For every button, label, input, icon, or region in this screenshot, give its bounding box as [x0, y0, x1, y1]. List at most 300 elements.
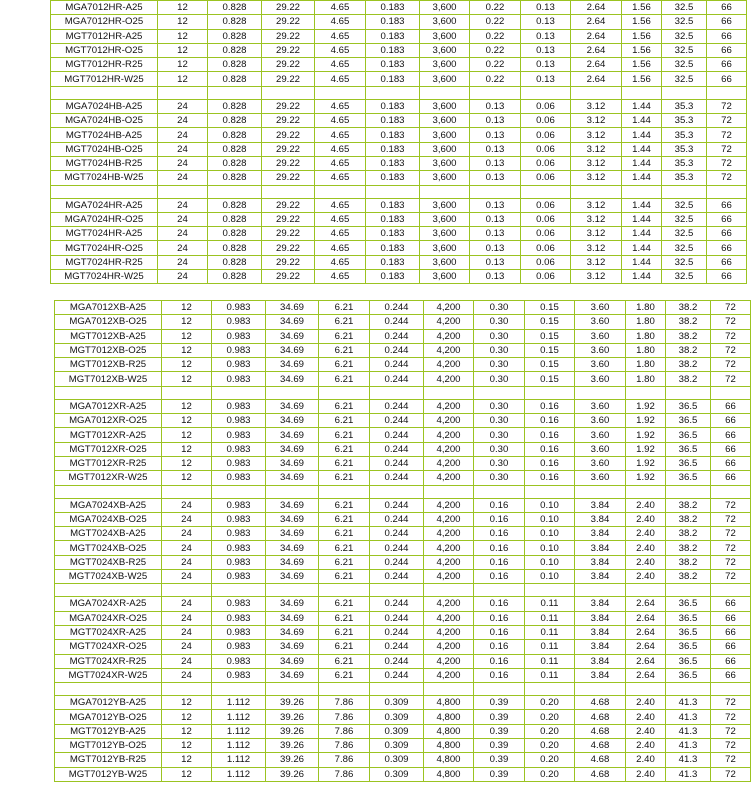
- model-number-cell: MGT7012HR-A25: [51, 29, 158, 43]
- spec-value-cell: 0.30: [474, 414, 525, 428]
- spec-value-cell: 1.44: [622, 212, 662, 226]
- spacer-cell: [575, 584, 626, 597]
- spec-value-cell: 4.68: [575, 696, 626, 710]
- table-row: [55, 442, 751, 456]
- spec-value-cell: 36.5: [666, 654, 711, 668]
- spec-value-cell: 4,200: [424, 654, 474, 668]
- spec-value-cell: 12: [158, 43, 208, 57]
- spec-value-cell: 6.21: [319, 399, 370, 413]
- spec-value-cell: 4,200: [424, 414, 474, 428]
- spec-value-cell: 6.21: [319, 512, 370, 526]
- spec-value-cell: 0.983: [212, 654, 266, 668]
- spacer-cell: [55, 683, 162, 696]
- model-number-cell: MGA7024XR-O25: [55, 611, 162, 625]
- table-row: [51, 128, 747, 142]
- spec-value-cell: 6.21: [319, 329, 370, 343]
- spec-value-cell: 29.22: [262, 241, 315, 255]
- spec-value-cell: 4,200: [424, 640, 474, 654]
- spec-value-cell: 29.22: [262, 156, 315, 170]
- spec-value-cell: 0.828: [208, 171, 262, 185]
- spec-value-cell: 36.5: [666, 456, 711, 470]
- spec-value-cell: 29.22: [262, 114, 315, 128]
- spacer-cell: [366, 185, 420, 198]
- spec-value-cell: 0.30: [474, 358, 525, 372]
- table-row: [55, 724, 751, 738]
- spec-value-cell: 39.26: [266, 767, 319, 781]
- spec-value-cell: 38.2: [666, 358, 711, 372]
- model-number-cell: MGT7012HR-R25: [51, 58, 158, 72]
- spec-value-cell: 32.5: [662, 58, 707, 72]
- spec-value-cell: 38.2: [666, 527, 711, 541]
- spec-value-cell: 66: [711, 428, 751, 442]
- table-row: [55, 668, 751, 682]
- model-number-cell: MGA7012XR-A25: [55, 399, 162, 413]
- spec-value-cell: 36.5: [666, 625, 711, 639]
- spec-value-cell: 1.112: [212, 696, 266, 710]
- spec-value-cell: 39.26: [266, 739, 319, 753]
- spec-value-cell: 4.68: [575, 767, 626, 781]
- spec-value-cell: 1.56: [622, 43, 662, 57]
- spec-value-cell: 1.44: [622, 227, 662, 241]
- spec-value-cell: 4,200: [424, 512, 474, 526]
- spec-value-cell: 0.983: [212, 570, 266, 584]
- spec-value-cell: 0.983: [212, 625, 266, 639]
- table-row: [51, 72, 747, 86]
- spec-value-cell: 2.64: [571, 15, 622, 29]
- spec-value-cell: 0.13: [521, 43, 571, 57]
- spec-value-cell: 1.44: [622, 114, 662, 128]
- table-row: [55, 498, 751, 512]
- spec-value-cell: 24: [162, 654, 212, 668]
- spec-value-cell: 3.84: [575, 668, 626, 682]
- spec-value-cell: 0.244: [370, 343, 424, 357]
- spec-value-cell: 0.244: [370, 301, 424, 315]
- spec-value-cell: 32.5: [662, 43, 707, 57]
- spec-value-cell: 0.309: [370, 753, 424, 767]
- spec-value-cell: 0.06: [521, 227, 571, 241]
- spec-value-cell: 2.40: [626, 739, 666, 753]
- spacer-cell: [474, 683, 525, 696]
- spec-value-cell: 4,200: [424, 570, 474, 584]
- spec-value-cell: 0.20: [525, 696, 575, 710]
- model-number-cell: MGT7024HB-R25: [51, 156, 158, 170]
- spec-value-cell: 32.5: [662, 72, 707, 86]
- table-row: [55, 456, 751, 470]
- spec-value-cell: 66: [707, 198, 747, 212]
- table-row: [51, 156, 747, 170]
- spacer-cell: [575, 485, 626, 498]
- spec-value-cell: 6.21: [319, 654, 370, 668]
- spec-value-cell: 3,600: [420, 255, 470, 269]
- table-row: [55, 512, 751, 526]
- spec-value-cell: 32.5: [662, 1, 707, 15]
- spec-value-cell: 4,200: [424, 399, 474, 413]
- spec-value-cell: 66: [707, 15, 747, 29]
- spec-value-cell: 35.3: [662, 171, 707, 185]
- table-row: [55, 471, 751, 485]
- spacer-cell: [51, 185, 158, 198]
- spec-value-cell: 7.86: [319, 724, 370, 738]
- spec-value-cell: 0.183: [366, 1, 420, 15]
- spec-value-cell: 3.84: [575, 498, 626, 512]
- spacer-cell: [626, 683, 666, 696]
- spacer-cell: [666, 584, 711, 597]
- spacer-cell: [424, 386, 474, 399]
- model-number-cell: MGT7012XB-W25: [55, 372, 162, 386]
- spec-value-cell: 0.06: [521, 198, 571, 212]
- spec-value-cell: 6.21: [319, 358, 370, 372]
- spec-value-cell: 0.244: [370, 625, 424, 639]
- spec-value-cell: 3.84: [575, 555, 626, 569]
- spec-value-cell: 7.86: [319, 753, 370, 767]
- spacer-cell: [420, 86, 470, 99]
- model-number-cell: MGT7024HR-O25: [51, 241, 158, 255]
- spec-value-cell: 34.69: [266, 512, 319, 526]
- spec-value-cell: 0.183: [366, 171, 420, 185]
- spec-value-cell: 4,200: [424, 428, 474, 442]
- spec-value-cell: 0.39: [474, 767, 525, 781]
- spec-value-cell: 24: [158, 142, 208, 156]
- spec-value-cell: 0.983: [212, 527, 266, 541]
- spec-table-block-b: [54, 300, 751, 782]
- spec-value-cell: 24: [158, 171, 208, 185]
- spec-value-cell: 0.828: [208, 198, 262, 212]
- spec-value-cell: 0.828: [208, 58, 262, 72]
- table-row: [55, 372, 751, 386]
- spec-value-cell: 0.244: [370, 611, 424, 625]
- spec-value-cell: 0.983: [212, 315, 266, 329]
- spec-value-cell: 0.983: [212, 541, 266, 555]
- table-row: [55, 625, 751, 639]
- spec-value-cell: 0.983: [212, 668, 266, 682]
- spec-value-cell: 4.65: [315, 72, 366, 86]
- spec-value-cell: 0.244: [370, 527, 424, 541]
- spec-value-cell: 0.828: [208, 227, 262, 241]
- spec-value-cell: 3,600: [420, 29, 470, 43]
- spec-value-cell: 7.86: [319, 767, 370, 781]
- table-row: [55, 570, 751, 584]
- table-row: [55, 329, 751, 343]
- model-number-cell: MGT7024XB-R25: [55, 555, 162, 569]
- spec-value-cell: 0.39: [474, 696, 525, 710]
- spec-value-cell: 2.40: [626, 527, 666, 541]
- model-number-cell: MGA7024HB-O25: [51, 114, 158, 128]
- spec-value-cell: 0.183: [366, 114, 420, 128]
- spec-value-cell: 4.65: [315, 270, 366, 284]
- spacer-cell: [525, 386, 575, 399]
- spec-value-cell: 0.828: [208, 255, 262, 269]
- spec-value-cell: 4.68: [575, 753, 626, 767]
- spec-value-cell: 72: [711, 724, 751, 738]
- spec-value-cell: 0.183: [366, 29, 420, 43]
- spec-value-cell: 6.21: [319, 570, 370, 584]
- spec-value-cell: 1.56: [622, 72, 662, 86]
- spec-value-cell: 29.22: [262, 198, 315, 212]
- spec-value-cell: 0.244: [370, 640, 424, 654]
- spec-value-cell: 0.183: [366, 43, 420, 57]
- spec-value-cell: 4.65: [315, 43, 366, 57]
- spec-value-cell: 34.69: [266, 343, 319, 357]
- spec-value-cell: 4,200: [424, 456, 474, 470]
- spec-value-cell: 66: [707, 1, 747, 15]
- spec-value-cell: 3.60: [575, 428, 626, 442]
- spec-value-cell: 66: [711, 442, 751, 456]
- spec-table-upper: [50, 0, 747, 284]
- spec-value-cell: 3.12: [571, 241, 622, 255]
- spec-value-cell: 24: [158, 227, 208, 241]
- spec-value-cell: 0.06: [521, 171, 571, 185]
- spec-value-cell: 0.244: [370, 541, 424, 555]
- model-number-cell: MGT7024XR-A25: [55, 625, 162, 639]
- spec-value-cell: 29.22: [262, 270, 315, 284]
- table-row: [51, 114, 747, 128]
- spec-value-cell: 6.21: [319, 428, 370, 442]
- spacer-cell: [666, 485, 711, 498]
- spacer-cell: [315, 185, 366, 198]
- spec-value-cell: 24: [158, 128, 208, 142]
- spec-value-cell: 6.21: [319, 343, 370, 357]
- model-number-cell: MGT7024XB-A25: [55, 527, 162, 541]
- spacer-cell: [622, 86, 662, 99]
- spec-value-cell: 24: [162, 527, 212, 541]
- spec-value-cell: 29.22: [262, 142, 315, 156]
- spacer-cell: [626, 584, 666, 597]
- spec-value-cell: 29.22: [262, 255, 315, 269]
- spec-value-cell: 0.20: [525, 753, 575, 767]
- spacer-cell: [266, 485, 319, 498]
- spec-value-cell: 12: [158, 15, 208, 29]
- table-row: [51, 255, 747, 269]
- spec-value-cell: 2.64: [626, 668, 666, 682]
- spec-value-cell: 1.44: [622, 128, 662, 142]
- spec-value-cell: 41.3: [666, 696, 711, 710]
- model-number-cell: MGT7024XR-W25: [55, 668, 162, 682]
- spec-value-cell: 0.828: [208, 142, 262, 156]
- spec-value-cell: 3.84: [575, 597, 626, 611]
- spacer-cell: [208, 86, 262, 99]
- spec-value-cell: 24: [162, 555, 212, 569]
- spec-value-cell: 29.22: [262, 1, 315, 15]
- spec-value-cell: 6.21: [319, 668, 370, 682]
- spacer-cell: [470, 86, 521, 99]
- spec-value-cell: 66: [711, 625, 751, 639]
- spec-value-cell: 4.65: [315, 255, 366, 269]
- spec-value-cell: 0.20: [525, 767, 575, 781]
- spec-value-cell: 6.21: [319, 625, 370, 639]
- spec-value-cell: 41.3: [666, 753, 711, 767]
- spec-value-cell: 72: [707, 171, 747, 185]
- spec-value-cell: 72: [711, 498, 751, 512]
- spec-value-cell: 3.12: [571, 99, 622, 113]
- spec-value-cell: 0.828: [208, 241, 262, 255]
- spec-value-cell: 36.5: [666, 399, 711, 413]
- model-number-cell: MGT7024HR-W25: [51, 270, 158, 284]
- spec-value-cell: 3.12: [571, 227, 622, 241]
- spec-value-cell: 0.983: [212, 301, 266, 315]
- spec-value-cell: 41.3: [666, 739, 711, 753]
- spec-value-cell: 0.828: [208, 99, 262, 113]
- table-row: [55, 710, 751, 724]
- spec-value-cell: 4.65: [315, 156, 366, 170]
- spec-value-cell: 72: [711, 555, 751, 569]
- table-row: [55, 301, 751, 315]
- spec-value-cell: 6.21: [319, 442, 370, 456]
- table-row: [51, 241, 747, 255]
- spec-value-cell: 34.69: [266, 541, 319, 555]
- spec-value-cell: 24: [158, 255, 208, 269]
- spec-value-cell: 36.5: [666, 668, 711, 682]
- spec-value-cell: 0.16: [474, 597, 525, 611]
- spec-value-cell: 4.65: [315, 241, 366, 255]
- spec-value-cell: 3.12: [571, 128, 622, 142]
- spec-value-cell: 0.15: [525, 358, 575, 372]
- spec-value-cell: 39.26: [266, 696, 319, 710]
- spec-value-cell: 1.92: [626, 414, 666, 428]
- spec-value-cell: 34.69: [266, 372, 319, 386]
- spec-value-cell: 7.86: [319, 739, 370, 753]
- spec-value-cell: 29.22: [262, 171, 315, 185]
- spec-value-cell: 34.69: [266, 329, 319, 343]
- spec-value-cell: 2.64: [626, 625, 666, 639]
- spec-value-cell: 0.30: [474, 372, 525, 386]
- spec-value-cell: 72: [707, 156, 747, 170]
- model-number-cell: MGT7012XR-R25: [55, 456, 162, 470]
- spec-value-cell: 72: [707, 99, 747, 113]
- spacer-cell: [666, 386, 711, 399]
- spec-value-cell: 34.69: [266, 498, 319, 512]
- spec-value-cell: 38.2: [666, 329, 711, 343]
- spec-value-cell: 0.10: [525, 570, 575, 584]
- spacer-cell: [158, 86, 208, 99]
- spec-value-cell: 3,600: [420, 128, 470, 142]
- spec-value-cell: 0.16: [474, 625, 525, 639]
- spec-value-cell: 3.60: [575, 442, 626, 456]
- spec-value-cell: 0.13: [470, 270, 521, 284]
- spec-value-cell: 34.69: [266, 527, 319, 541]
- spec-value-cell: 0.828: [208, 270, 262, 284]
- table-row: [55, 315, 751, 329]
- spec-value-cell: 0.983: [212, 512, 266, 526]
- spec-value-cell: 3.12: [571, 156, 622, 170]
- spec-value-cell: 2.40: [626, 555, 666, 569]
- spec-value-cell: 0.16: [474, 654, 525, 668]
- spec-value-cell: 39.26: [266, 753, 319, 767]
- spec-value-cell: 32.5: [662, 15, 707, 29]
- spec-value-cell: 38.2: [666, 343, 711, 357]
- spec-value-cell: 0.11: [525, 640, 575, 654]
- spec-value-cell: 72: [707, 142, 747, 156]
- spec-value-cell: 12: [162, 471, 212, 485]
- spec-value-cell: 0.983: [212, 597, 266, 611]
- spec-value-cell: 4,800: [424, 710, 474, 724]
- spec-value-cell: 66: [711, 611, 751, 625]
- spec-value-cell: 1.80: [626, 315, 666, 329]
- spacer-cell: [575, 683, 626, 696]
- spec-value-cell: 0.13: [470, 212, 521, 226]
- spec-value-cell: 0.16: [525, 428, 575, 442]
- model-number-cell: MGA7024HR-O25: [51, 212, 158, 226]
- spec-value-cell: 24: [162, 625, 212, 639]
- spec-value-cell: 3,600: [420, 241, 470, 255]
- spec-value-cell: 34.69: [266, 414, 319, 428]
- spec-value-cell: 3,600: [420, 1, 470, 15]
- table-row: [51, 15, 747, 29]
- spec-value-cell: 2.64: [571, 29, 622, 43]
- model-number-cell: MGT7024HB-A25: [51, 128, 158, 142]
- spec-value-cell: 1.56: [622, 1, 662, 15]
- table-row: [55, 739, 751, 753]
- spec-value-cell: 1.44: [622, 99, 662, 113]
- spec-value-cell: 0.10: [525, 512, 575, 526]
- spec-value-cell: 29.22: [262, 58, 315, 72]
- spec-value-cell: 3.84: [575, 640, 626, 654]
- spacer-cell: [208, 185, 262, 198]
- spec-value-cell: 72: [711, 315, 751, 329]
- spec-value-cell: 0.30: [474, 471, 525, 485]
- spec-value-cell: 0.16: [474, 541, 525, 555]
- table-row: [55, 597, 751, 611]
- spec-value-cell: 1.92: [626, 471, 666, 485]
- spec-value-cell: 1.44: [622, 270, 662, 284]
- spec-value-cell: 0.15: [525, 301, 575, 315]
- spec-value-cell: 12: [162, 301, 212, 315]
- spec-value-cell: 34.69: [266, 597, 319, 611]
- spacer-cell: [55, 485, 162, 498]
- model-number-cell: MGA7024HB-A25: [51, 99, 158, 113]
- spec-value-cell: 36.5: [666, 640, 711, 654]
- spec-value-cell: 3.12: [571, 142, 622, 156]
- spec-value-cell: 0.13: [470, 171, 521, 185]
- spec-value-cell: 29.22: [262, 15, 315, 29]
- spec-value-cell: 6.21: [319, 414, 370, 428]
- spec-value-cell: 35.3: [662, 114, 707, 128]
- spec-value-cell: 36.5: [666, 611, 711, 625]
- spec-value-cell: 66: [711, 456, 751, 470]
- spec-value-cell: 0.244: [370, 498, 424, 512]
- model-number-cell: MGA7012YB-O25: [55, 710, 162, 724]
- model-number-cell: MGT7012XR-A25: [55, 428, 162, 442]
- spec-value-cell: 4,200: [424, 527, 474, 541]
- spec-value-cell: 0.183: [366, 142, 420, 156]
- spec-value-cell: 3,600: [420, 99, 470, 113]
- spec-value-cell: 0.183: [366, 198, 420, 212]
- spacer-cell: [420, 185, 470, 198]
- spacer-cell: [711, 386, 751, 399]
- spec-value-cell: 6.21: [319, 372, 370, 386]
- spec-value-cell: 66: [711, 597, 751, 611]
- spec-value-cell: 0.983: [212, 555, 266, 569]
- table-row: [55, 399, 751, 413]
- spec-value-cell: 0.13: [521, 72, 571, 86]
- spec-value-cell: 0.13: [521, 1, 571, 15]
- model-number-cell: MGT7024XR-O25: [55, 640, 162, 654]
- spec-value-cell: 12: [162, 724, 212, 738]
- spec-value-cell: 0.10: [525, 541, 575, 555]
- spec-value-cell: 0.244: [370, 654, 424, 668]
- spec-value-cell: 66: [711, 640, 751, 654]
- spec-value-cell: 0.13: [470, 198, 521, 212]
- table-row: [55, 358, 751, 372]
- spec-value-cell: 0.244: [370, 329, 424, 343]
- spec-value-cell: 0.16: [474, 668, 525, 682]
- spec-value-cell: 3.84: [575, 570, 626, 584]
- spec-value-cell: 4,200: [424, 343, 474, 357]
- spec-value-cell: 3.60: [575, 329, 626, 343]
- spec-value-cell: 4.65: [315, 114, 366, 128]
- spec-value-cell: 0.06: [521, 241, 571, 255]
- table-row: [55, 527, 751, 541]
- spec-value-cell: 0.244: [370, 442, 424, 456]
